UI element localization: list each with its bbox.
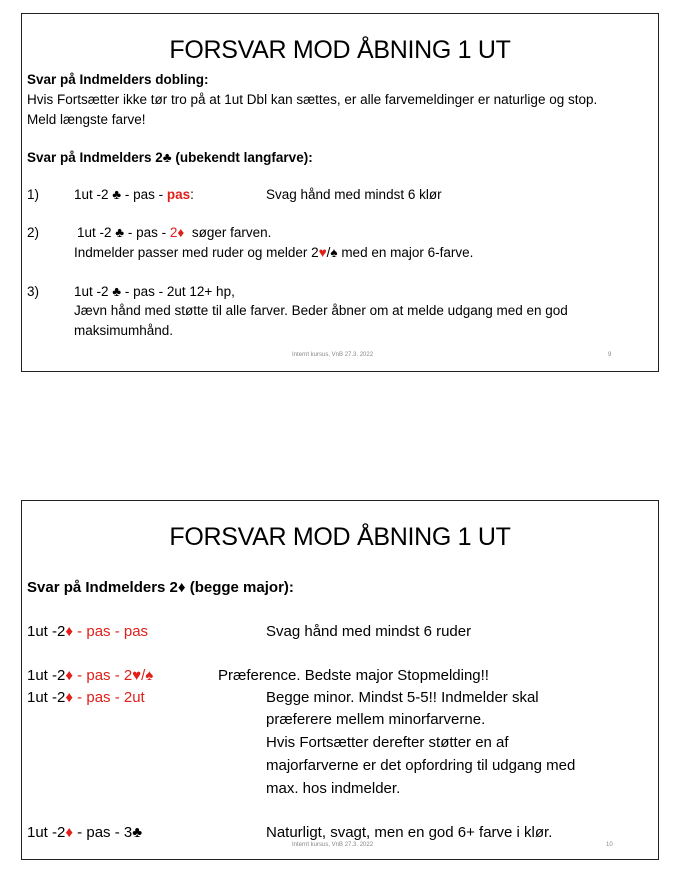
bid-description: Jævn hånd med støtte til alle farver. Beder åbner om at melde udgang med en god [74, 303, 568, 318]
section-heading-2-diamonds: Svar på Indmelders 2♦ (begge major): [27, 579, 294, 596]
item-number: 2) [27, 225, 40, 240]
bidding-sequence: 1ut -2♦ - pas - 3♣ [27, 824, 143, 841]
slide-10 [21, 500, 659, 860]
bidding-sequence: 1ut -2 ♣ - pas - 2♦ søger farven. [77, 225, 272, 240]
item-number: 3) [27, 284, 40, 299]
bid-description: præferere mellem minorfarverne. [266, 711, 486, 728]
bid-description: max. hos indmelder. [266, 780, 401, 797]
slide-title: FORSVAR MOD ÅBNING 1 UT [169, 523, 511, 551]
paragraph-line: Meld længste farve! [27, 112, 146, 127]
bidding-sequence: 1ut -2♦ - pas - pas [27, 623, 149, 640]
slide-footer: Internt kursus, VnB 27.3. 2022 [292, 352, 374, 358]
item-number: 1) [27, 187, 40, 202]
page-number: 9 [608, 352, 612, 358]
slide-footer: Internt kursus, VnB 27.3. 2022 [292, 842, 374, 848]
slide-9 [21, 13, 659, 372]
bid-description: Svag hånd med mindst 6 klør [266, 187, 442, 202]
section-heading-dobling: Svar på Indmelders dobling: [27, 72, 209, 87]
bid-description: maksimumhånd. [74, 323, 174, 338]
bid-description: Indmelder passer med ruder og melder 2♥/♠ med en major 6-farve. [74, 245, 474, 260]
bid-description: Svag hånd med mindst 6 ruder [266, 623, 472, 640]
bidding-sequence: 1ut -2 ♣ - pas - 2ut 12+ hp, [74, 284, 235, 299]
bidding-sequence: 1ut -2♦ - pas - 2♥/♠ [27, 667, 154, 684]
bid-description: Begge minor. Mindst 5-5!! Indmelder skal [266, 689, 539, 706]
section-heading-2-clubs: Svar på Indmelders 2♣ (ubekendt langfarve): [27, 150, 313, 165]
paragraph-line: Hvis Fortsætter ikke tør tro på at 1ut Dbl kan sættes, er alle farvemeldinger er naturlige og stop. [27, 92, 598, 107]
bidding-sequence: 1ut -2♦ - pas - 2ut [27, 689, 145, 706]
bid-description: majorfarverne er det opfordring til udgang med [266, 757, 576, 774]
page-number: 10 [606, 842, 613, 848]
bid-description: Hvis Fortsætter derefter støtter en af [266, 734, 509, 751]
slide-title: FORSVAR MOD ÅBNING 1 UT [169, 36, 511, 64]
bid-description: Naturligt, svagt, men en god 6+ farve i klør. [266, 824, 553, 841]
bidding-sequence: 1ut -2 ♣ - pas - pas: [74, 187, 194, 202]
bid-description: Præference. Bedste major Stopmelding!! [218, 667, 489, 684]
